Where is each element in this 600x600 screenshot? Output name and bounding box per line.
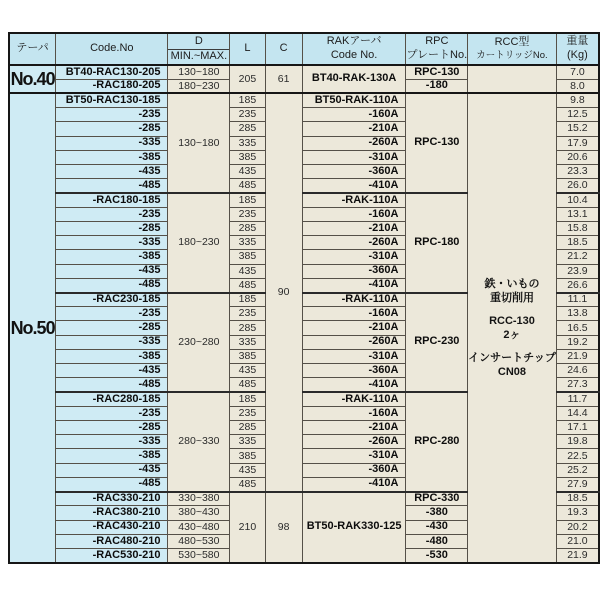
rcc-text-line: RCC-130 xyxy=(489,315,535,328)
table-row xyxy=(9,65,599,79)
d-range-cell: 530~580 xyxy=(168,548,230,562)
rcc-text-line: 2ヶ xyxy=(503,329,521,342)
rak-code-cell: -360A xyxy=(302,463,406,477)
rpc-plate-cell: -180 xyxy=(406,79,468,93)
l-value-cell: 285 xyxy=(230,321,265,335)
c-value-cell: 61 xyxy=(265,65,302,93)
l-value-cell: 335 xyxy=(230,335,265,349)
code-no-cell: -385 xyxy=(56,349,168,363)
weight-value-cell: 19.8 xyxy=(556,435,599,449)
code-no-cell: -335 xyxy=(56,236,168,250)
col-header-rak-arbor xyxy=(302,33,406,65)
d-range-cell: 380~430 xyxy=(168,506,230,520)
code-no-cell: -385 xyxy=(56,150,168,164)
code-no-cell: -RAC330-210 xyxy=(56,492,168,506)
weight-value-cell: 20.2 xyxy=(556,520,599,534)
rak-code-cell: -260A xyxy=(302,435,406,449)
code-no-cell: -RAC180-185 xyxy=(56,193,168,207)
l-value-cell: 185 xyxy=(230,392,265,406)
spec-table xyxy=(8,32,600,564)
weight-value-cell: 13.1 xyxy=(556,207,599,221)
weight-value-cell: 10.4 xyxy=(556,193,599,207)
rak-code-cell: -260A xyxy=(302,236,406,250)
l-value-cell: 435 xyxy=(230,463,265,477)
table-row xyxy=(9,93,599,107)
code-no-cell: -435 xyxy=(56,165,168,179)
rak-code-cell: -310A xyxy=(302,250,406,264)
rpc-plate-cell: RPC-280 xyxy=(406,392,468,492)
l-value-cell: 485 xyxy=(230,378,265,392)
code-no-cell: BT40-RAC130-205 xyxy=(56,65,168,79)
d-range-cell: 130~180 xyxy=(168,93,230,193)
l-value-cell: 285 xyxy=(230,122,265,136)
rpc-plate-cell: RPC-230 xyxy=(406,293,468,393)
code-no-cell: -485 xyxy=(56,477,168,491)
rcc-text-line: 重切削用 xyxy=(489,292,534,305)
header-label: L xyxy=(244,42,251,55)
weight-value-cell: 17.9 xyxy=(556,136,599,150)
header-label: RAKアーバ xyxy=(326,35,382,48)
weight-value-cell: 22.5 xyxy=(556,449,599,463)
rak-code-cell: -310A xyxy=(302,349,406,363)
rpc-plate-cell: RPC-330 xyxy=(406,492,468,506)
l-value-cell: 435 xyxy=(230,165,265,179)
header-sublabel: MIN.~MAX. xyxy=(170,49,228,62)
weight-value-cell: 24.6 xyxy=(556,364,599,378)
col-header-d xyxy=(168,33,230,65)
rak-code-cell: -160A xyxy=(302,207,406,221)
l-value-cell: 385 xyxy=(230,150,265,164)
l-value-cell: 235 xyxy=(230,307,265,321)
c-value-cell: 90 xyxy=(265,93,302,491)
rak-code-cell: -160A xyxy=(302,307,406,321)
rak-code-cell: -360A xyxy=(302,264,406,278)
col-header-c xyxy=(265,33,302,65)
rcc-text-line xyxy=(468,305,556,314)
l-value-cell: 435 xyxy=(230,264,265,278)
weight-value-cell: 7.0 xyxy=(556,65,599,79)
weight-value-cell: 19.2 xyxy=(556,335,599,349)
rpc-plate-cell: -480 xyxy=(406,534,468,548)
header-sublabel: Code No. xyxy=(330,49,378,61)
rpc-plate-cell: -380 xyxy=(406,506,468,520)
header-sublabel: (Kg) xyxy=(567,49,588,61)
weight-value-cell: 25.2 xyxy=(556,463,599,477)
code-no-cell: -RAC480-210 xyxy=(56,534,168,548)
weight-value-cell: 16.5 xyxy=(556,321,599,335)
l-value-cell: 435 xyxy=(230,364,265,378)
d-range-cell: 130~180 xyxy=(168,65,230,79)
code-no-cell: -435 xyxy=(56,364,168,378)
l-value-cell: 235 xyxy=(230,207,265,221)
d-range-cell: 430~480 xyxy=(168,520,230,534)
weight-value-cell: 27.3 xyxy=(556,378,599,392)
taper-label-cell: No.40 xyxy=(9,65,56,93)
code-no-cell: -285 xyxy=(56,221,168,235)
weight-value-cell: 18.5 xyxy=(556,236,599,250)
rak-code-cell: -360A xyxy=(302,165,406,179)
col-header-taper xyxy=(9,33,56,65)
weight-value-cell: 8.0 xyxy=(556,79,599,93)
weight-value-cell: 26.6 xyxy=(556,278,599,292)
code-no-cell: -385 xyxy=(56,449,168,463)
l-value-cell: 335 xyxy=(230,435,265,449)
header-label: 重量 xyxy=(566,35,589,48)
d-range-cell: 330~380 xyxy=(168,492,230,506)
rcc-text-line: 鉄・いもの xyxy=(484,278,540,291)
l-value-cell: 335 xyxy=(230,136,265,150)
l-value-cell: 235 xyxy=(230,108,265,122)
code-no-cell: -285 xyxy=(56,420,168,434)
l-value-cell: 485 xyxy=(230,179,265,193)
header-label: Code.No xyxy=(90,42,134,55)
weight-value-cell: 26.0 xyxy=(556,179,599,193)
rak-code-cell: -160A xyxy=(302,406,406,420)
rcc-text-line xyxy=(468,342,556,351)
l-value-cell: 335 xyxy=(230,236,265,250)
taper-label-cell: No.50 xyxy=(9,93,56,562)
weight-value-cell: 21.0 xyxy=(556,534,599,548)
code-no-cell: -RAC280-185 xyxy=(56,392,168,406)
rpc-plate-cell: RPC-130 xyxy=(406,93,468,193)
rcc-text-line: CN08 xyxy=(497,366,527,379)
d-range-cell: 180~230 xyxy=(168,79,230,93)
l-value-cell: 485 xyxy=(230,477,265,491)
d-range-cell: 280~330 xyxy=(168,392,230,492)
rak-code-cell: -260A xyxy=(302,335,406,349)
l-value-cell: 185 xyxy=(230,93,265,107)
rak-code-cell: -RAK-110A xyxy=(302,193,406,207)
rcc-cartridge-cell xyxy=(468,65,557,93)
l-value-cell: 385 xyxy=(230,449,265,463)
code-no-cell: -485 xyxy=(56,179,168,193)
header-sublabel: カートリッジNo. xyxy=(476,49,548,61)
code-no-cell: -335 xyxy=(56,335,168,349)
weight-value-cell: 12.5 xyxy=(556,108,599,122)
code-no-cell: -335 xyxy=(56,435,168,449)
rpc-plate-cell: RPC-180 xyxy=(406,193,468,293)
header-label: テーパ xyxy=(16,42,49,55)
l-value-cell: 205 xyxy=(230,65,265,93)
rpc-plate-cell: RPC-130 xyxy=(406,65,468,79)
weight-value-cell: 15.8 xyxy=(556,221,599,235)
rcc-text-line: インサートチップ xyxy=(468,352,556,365)
l-value-cell: 285 xyxy=(230,221,265,235)
rak-code-cell: -160A xyxy=(302,108,406,122)
code-no-cell: -RAC230-185 xyxy=(56,293,168,307)
code-no-cell: -485 xyxy=(56,278,168,292)
code-no-cell: -285 xyxy=(56,122,168,136)
weight-value-cell: 17.1 xyxy=(556,420,599,434)
d-range-cell: 230~280 xyxy=(168,293,230,393)
weight-value-cell: 15.2 xyxy=(556,122,599,136)
header-row xyxy=(9,33,599,65)
l-value-cell: 385 xyxy=(230,250,265,264)
code-no-cell: -RAC530-210 xyxy=(56,548,168,562)
col-header-rcc-cartridge xyxy=(468,33,557,65)
l-value-cell: 285 xyxy=(230,420,265,434)
weight-value-cell: 19.3 xyxy=(556,506,599,520)
rak-code-cell: BT40-RAK-130A xyxy=(302,65,406,93)
l-value-cell: 485 xyxy=(230,278,265,292)
weight-value-cell: 27.9 xyxy=(556,477,599,491)
rak-code-cell: -210A xyxy=(302,420,406,434)
code-no-cell: -285 xyxy=(56,321,168,335)
weight-value-cell: 21.9 xyxy=(556,349,599,363)
header-sublabel: プレートNo. xyxy=(406,49,468,61)
code-no-cell: -RAC430-210 xyxy=(56,520,168,534)
l-value-cell: 210 xyxy=(230,492,265,563)
code-no-cell: -235 xyxy=(56,108,168,122)
rak-code-cell: -410A xyxy=(302,378,406,392)
l-value-cell: 185 xyxy=(230,193,265,207)
rak-code-cell: -310A xyxy=(302,150,406,164)
code-no-cell: -235 xyxy=(56,207,168,221)
weight-value-cell: 23.9 xyxy=(556,264,599,278)
rak-code-cell: -210A xyxy=(302,321,406,335)
header-label: RPC xyxy=(425,35,449,48)
weight-value-cell: 11.7 xyxy=(556,392,599,406)
weight-value-cell: 18.5 xyxy=(556,492,599,506)
code-no-cell: -435 xyxy=(56,264,168,278)
rak-code-cell: -260A xyxy=(302,136,406,150)
weight-value-cell: 14.4 xyxy=(556,406,599,420)
code-no-cell: -335 xyxy=(56,136,168,150)
code-no-cell: -RAC380-210 xyxy=(56,506,168,520)
rak-code-cell: -210A xyxy=(302,122,406,136)
spec-table-container xyxy=(8,32,600,564)
col-header-weight xyxy=(556,33,599,65)
d-range-cell: 480~530 xyxy=(168,534,230,548)
weight-value-cell: 11.1 xyxy=(556,293,599,307)
weight-value-cell: 21.9 xyxy=(556,548,599,562)
rak-code-cell: -410A xyxy=(302,179,406,193)
code-no-cell: -385 xyxy=(56,250,168,264)
weight-value-cell: 9.8 xyxy=(556,93,599,107)
code-no-cell: -435 xyxy=(56,463,168,477)
l-value-cell: 235 xyxy=(230,406,265,420)
d-range-cell: 180~230 xyxy=(168,193,230,293)
rak-code-cell: -410A xyxy=(302,477,406,491)
c-value-cell: 98 xyxy=(265,492,302,563)
rak-code-cell: BT50-RAK330-125 xyxy=(302,492,406,563)
code-no-cell: -485 xyxy=(56,378,168,392)
rak-code-cell: -210A xyxy=(302,221,406,235)
weight-value-cell: 13.8 xyxy=(556,307,599,321)
weight-value-cell: 21.2 xyxy=(556,250,599,264)
rpc-plate-cell: -530 xyxy=(406,548,468,562)
rak-code-cell: BT50-RAK-110A xyxy=(302,93,406,107)
header-label: RCC型 xyxy=(494,36,530,49)
l-value-cell: 185 xyxy=(230,293,265,307)
rak-code-cell: -RAK-110A xyxy=(302,293,406,307)
rak-code-cell: -310A xyxy=(302,449,406,463)
rak-code-cell: -360A xyxy=(302,364,406,378)
header-label: D xyxy=(168,35,229,50)
col-header-rpc-plate xyxy=(406,33,468,65)
rak-code-cell: -RAK-110A xyxy=(302,392,406,406)
l-value-cell: 385 xyxy=(230,349,265,363)
col-header-l xyxy=(230,33,265,65)
weight-value-cell: 20.6 xyxy=(556,150,599,164)
col-header-code-no xyxy=(56,33,168,65)
weight-value-cell: 23.3 xyxy=(556,165,599,179)
rak-code-cell: -410A xyxy=(302,278,406,292)
rpc-plate-cell: -430 xyxy=(406,520,468,534)
code-no-cell: -RAC180-205 xyxy=(56,79,168,93)
code-no-cell: -235 xyxy=(56,307,168,321)
code-no-cell: BT50-RAC130-185 xyxy=(56,93,168,107)
header-label: C xyxy=(279,42,288,55)
spec-table-body xyxy=(9,65,599,563)
code-no-cell: -235 xyxy=(56,406,168,420)
rcc-cartridge-cell xyxy=(468,93,557,562)
